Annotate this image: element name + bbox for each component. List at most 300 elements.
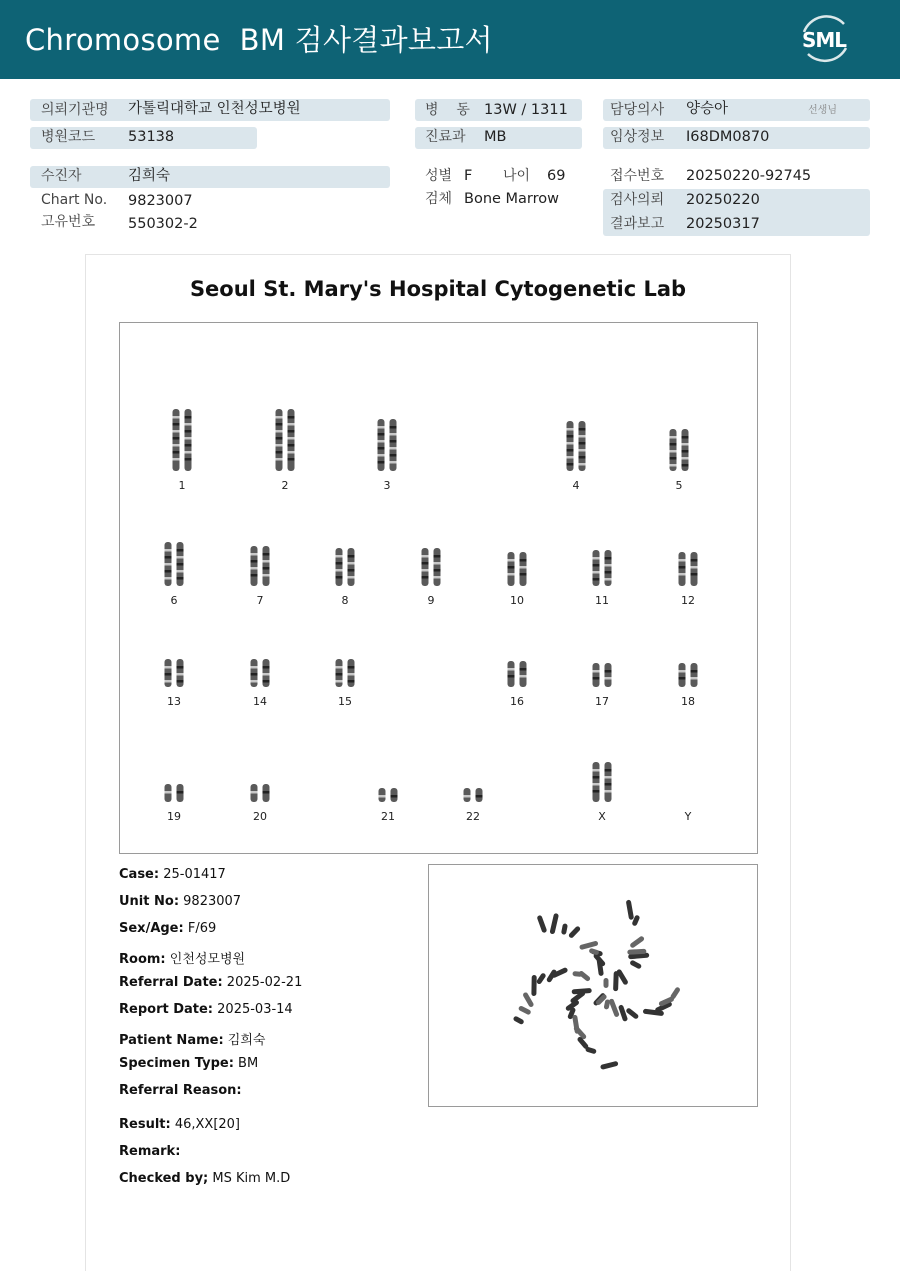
chromosome-band xyxy=(679,573,686,576)
chromosome-band xyxy=(508,559,515,562)
chromatid xyxy=(336,548,343,586)
chart-no-label: Chart No. xyxy=(41,192,108,208)
report-line xyxy=(119,1056,258,1071)
chromosome-band xyxy=(348,680,355,683)
chromosome-pair-16 xyxy=(508,661,527,687)
lab-title: Seoul St. Mary's Hospital Cytogenetic Lab xyxy=(189,277,687,301)
chromosome-band xyxy=(605,557,612,560)
chromosome-band xyxy=(434,569,441,572)
report-line-value: 9823007 xyxy=(179,894,242,909)
chromosome-label-3: 3 xyxy=(383,479,391,492)
chart-no-value: 9823007 xyxy=(128,193,193,209)
chromosome-band xyxy=(390,447,397,450)
chromosome-band xyxy=(263,666,270,669)
chromatid xyxy=(605,762,612,802)
chromosome-band xyxy=(173,416,180,419)
chromosome-band xyxy=(185,444,192,447)
chromosome-band xyxy=(691,677,698,680)
chromosome-band xyxy=(682,436,689,439)
chromosome-band xyxy=(605,677,612,680)
chromosome-band xyxy=(251,553,258,556)
chromosome-pair-21 xyxy=(379,788,398,802)
chromosome-band xyxy=(520,559,527,562)
chromosome-pair-9 xyxy=(422,548,441,586)
report-line xyxy=(119,948,245,967)
chromosome-label-4: 4 xyxy=(572,479,580,492)
chromosome-label-10: 10 xyxy=(510,594,524,607)
chromosome-band xyxy=(173,437,180,440)
chromosome-pair-x xyxy=(593,762,612,802)
report-line-key: Case: xyxy=(119,867,160,882)
sex-label: 성별 xyxy=(425,168,453,184)
chromosome-band xyxy=(173,451,180,454)
metaphase-chromosome xyxy=(572,988,592,994)
chromosome-band xyxy=(567,449,574,452)
receipt-value: 20250220-92745 xyxy=(686,168,812,184)
chromosome-band xyxy=(605,790,612,793)
chromosome-band xyxy=(682,450,689,453)
chromatid xyxy=(679,552,686,586)
report-line-key: Patient Name: xyxy=(119,1033,224,1048)
chromosome-band xyxy=(276,423,283,426)
chromosome-band xyxy=(378,440,385,443)
metaphase-chromosome xyxy=(600,1061,619,1070)
chromosome-pair-13 xyxy=(165,659,184,687)
metaphase-chromosome xyxy=(613,971,619,991)
chromosome-band xyxy=(336,555,343,558)
chromosome-band xyxy=(251,567,258,570)
chromosome-band xyxy=(520,668,527,671)
chromosome-band xyxy=(605,578,612,581)
metaphase-chromosome xyxy=(568,925,581,939)
report-line xyxy=(119,1144,180,1159)
chromosome-band xyxy=(579,449,586,452)
chromosome-band xyxy=(508,573,515,576)
doctor-suffix: 선생님 xyxy=(808,105,837,116)
chromosome-band xyxy=(288,437,295,440)
chromosome-band xyxy=(605,571,612,574)
report-line-value: 2025-02-21 xyxy=(222,975,303,990)
chromosome-pair-1 xyxy=(173,409,192,471)
metaphase-chromosome xyxy=(625,1007,639,1020)
chromosome-band xyxy=(177,570,184,573)
chromosome-band xyxy=(605,783,612,786)
chromatid xyxy=(593,663,600,687)
chromosome-label-8: 8 xyxy=(341,594,349,607)
chromosome-band xyxy=(567,442,574,445)
chromosome-pair-7 xyxy=(251,546,270,586)
chromosome-pair-20 xyxy=(251,784,270,802)
chromosome-band xyxy=(276,437,283,440)
report-page xyxy=(85,254,791,1271)
chromosome-label-12: 12 xyxy=(681,594,695,607)
chromosome-band xyxy=(336,569,343,572)
chromosome-band xyxy=(593,677,600,680)
chromosome-pair-17 xyxy=(593,663,612,687)
chromosome-band xyxy=(276,430,283,433)
chromosome-band xyxy=(391,795,398,798)
report-line xyxy=(119,894,241,909)
chromosome-label-20: 20 xyxy=(253,810,267,823)
metaphase-chromosome xyxy=(604,999,611,1010)
metaphase-chromosome xyxy=(618,1004,628,1022)
chromosome-band xyxy=(336,562,343,565)
chromosome-label-13: 13 xyxy=(167,695,181,708)
hospital-code-label: 병원코드 xyxy=(41,129,96,145)
chromatid xyxy=(593,762,600,802)
chromosome-label-15: 15 xyxy=(338,695,352,708)
chromosome-band xyxy=(593,783,600,786)
chromosome-band xyxy=(288,458,295,461)
chromosome-pair-12 xyxy=(679,552,698,586)
karyogram-image xyxy=(120,323,757,853)
logo-text: SML xyxy=(802,28,847,52)
chromosome-band xyxy=(276,451,283,454)
chromosome-band xyxy=(165,680,172,683)
metaphase-chromosome xyxy=(629,960,642,970)
chromosome-band xyxy=(682,464,689,467)
chromosome-band xyxy=(177,577,184,580)
chromosome-band xyxy=(336,666,343,669)
chromosome-band xyxy=(593,578,600,581)
metaphase-chromosome xyxy=(572,1014,580,1034)
chromosome-band xyxy=(508,675,515,678)
chromosome-band xyxy=(508,566,515,569)
chromosome-pair-6 xyxy=(165,542,184,586)
report-line-key: Sex/Age: xyxy=(119,921,184,936)
chromatid xyxy=(508,661,515,687)
report-line-value: 김희숙 xyxy=(223,1033,266,1048)
chromosome-band xyxy=(177,673,184,676)
chromosome-label-2: 2 xyxy=(281,479,289,492)
chromatid xyxy=(520,552,527,586)
chromosome-band xyxy=(434,555,441,558)
chromosome-band xyxy=(263,791,270,794)
chromosome-band xyxy=(593,769,600,772)
chromosome-label-6: 6 xyxy=(170,594,178,607)
report-line-value: 46,XX[20] xyxy=(170,1117,241,1132)
dept-value: MB xyxy=(484,129,507,145)
chromosome-pair-5 xyxy=(670,429,689,471)
report-line xyxy=(119,1002,293,1017)
chromosome-band xyxy=(173,423,180,426)
chromosome-band xyxy=(605,564,612,567)
chromatid xyxy=(434,548,441,586)
doctor-label: 담당의사 xyxy=(610,102,665,118)
chromosome-pair-19 xyxy=(165,784,184,802)
chromosome-band xyxy=(390,426,397,429)
unique-no-label: 고유번호 xyxy=(41,214,96,230)
age-label: 나이 xyxy=(503,168,531,184)
chromosome-band xyxy=(567,456,574,459)
metaphase-chromosome xyxy=(627,949,646,955)
chromosome-band xyxy=(177,791,184,794)
chromosome-band xyxy=(165,556,172,559)
chromatid xyxy=(691,663,698,687)
chromosome-band xyxy=(263,553,270,556)
chromosome-band xyxy=(288,444,295,447)
chromosome-band xyxy=(378,447,385,450)
chromosome-band xyxy=(177,680,184,683)
chromosome-pair-18 xyxy=(679,663,698,687)
chromosome-band xyxy=(276,444,283,447)
report-line xyxy=(119,975,302,990)
report-line xyxy=(119,921,216,936)
chromosome-band xyxy=(593,571,600,574)
chromosome-band xyxy=(670,436,677,439)
chromosome-band xyxy=(336,673,343,676)
chromosome-label-7: 7 xyxy=(256,594,264,607)
chromosome-band xyxy=(165,563,172,566)
chromosome-band xyxy=(177,556,184,559)
dept-label: 진료과 xyxy=(425,129,466,145)
chromatid xyxy=(520,661,527,687)
chromosome-band xyxy=(276,416,283,419)
chromosome-band xyxy=(263,680,270,683)
chromosome-band xyxy=(593,670,600,673)
chromosome-band xyxy=(422,569,429,572)
chromosome-band xyxy=(177,666,184,669)
chromosome-band xyxy=(251,666,258,669)
chromosome-band xyxy=(670,464,677,467)
chromosome-band xyxy=(263,574,270,577)
report-line xyxy=(119,867,226,882)
metaphase-chromosome xyxy=(629,935,645,948)
receipt-label: 접수번호 xyxy=(610,168,665,184)
chromosome-band xyxy=(593,790,600,793)
chromosome-band xyxy=(476,795,483,798)
chromosome-band xyxy=(682,443,689,446)
chromosome-band xyxy=(670,443,677,446)
chromosome-band xyxy=(390,433,397,436)
chromosome-band xyxy=(165,666,172,669)
chromosome-band xyxy=(379,795,386,798)
report-line-key: Referral Date: xyxy=(119,975,223,990)
metaphase-chromosome xyxy=(604,978,609,988)
chromosome-label-18: 18 xyxy=(681,695,695,708)
chromosome-band xyxy=(177,549,184,552)
chromosome-band xyxy=(579,463,586,466)
report-line xyxy=(119,1029,265,1048)
chromosome-band xyxy=(165,549,172,552)
chromosome-band xyxy=(336,680,343,683)
report-line xyxy=(119,1171,290,1186)
chromosome-band xyxy=(679,677,686,680)
clinical-label: 임상정보 xyxy=(610,129,665,145)
ward-value: 13W / 1311 xyxy=(484,102,568,118)
chromosome-band xyxy=(185,430,192,433)
chromosome-band xyxy=(579,442,586,445)
chromosome-band xyxy=(593,564,600,567)
chromosome-band xyxy=(679,670,686,673)
chromosome-label-17: 17 xyxy=(595,695,609,708)
chromosome-band xyxy=(579,435,586,438)
chromosome-band xyxy=(263,673,270,676)
chromosome-band xyxy=(378,426,385,429)
chromatid xyxy=(691,552,698,586)
chromosome-band xyxy=(390,454,397,457)
chromosome-band xyxy=(173,458,180,461)
chromosome-pair-4 xyxy=(567,421,586,471)
metaphase-chromosome xyxy=(608,998,619,1018)
clinical-value: I68DM0870 xyxy=(686,129,770,145)
chromosome-label-14: 14 xyxy=(253,695,267,708)
chromosome-label-1: 1 xyxy=(178,479,186,492)
chromosome-band xyxy=(263,567,270,570)
patient-value: 김희숙 xyxy=(128,168,171,184)
report-line-key: Result: xyxy=(119,1117,171,1132)
patient-bar xyxy=(30,166,390,188)
chromosome-band xyxy=(263,560,270,563)
chromosome-band xyxy=(336,576,343,579)
chromosome-band xyxy=(185,423,192,426)
specimen-label: 검체 xyxy=(425,191,453,207)
report-line-value: BM xyxy=(233,1056,259,1071)
report-line xyxy=(119,1117,240,1132)
report-line-key: Report Date: xyxy=(119,1002,214,1017)
chromosome-label-9: 9 xyxy=(427,594,435,607)
chromosome-pair-14 xyxy=(251,659,270,687)
chromosome-band xyxy=(251,791,258,794)
chromatid xyxy=(251,546,258,586)
chromosome-band xyxy=(520,573,527,576)
chromosome-band xyxy=(276,458,283,461)
chromosome-band xyxy=(348,569,355,572)
chromosome-band xyxy=(422,562,429,565)
chromosome-band xyxy=(251,673,258,676)
chromosome-label-19: 19 xyxy=(167,810,181,823)
chromosome-label-16: 16 xyxy=(510,695,524,708)
chromosome-band xyxy=(165,577,172,580)
report-line-key: Specimen Type: xyxy=(119,1056,234,1071)
report-line-key: Room: xyxy=(119,952,166,967)
chromatid xyxy=(263,546,270,586)
chromosome-band xyxy=(605,670,612,673)
chromosome-band xyxy=(251,680,258,683)
chromosome-band xyxy=(422,555,429,558)
chromosome-band xyxy=(605,776,612,779)
chromatid xyxy=(508,552,515,586)
chromosome-band xyxy=(579,428,586,431)
chromosome-band xyxy=(173,444,180,447)
chromosome-band xyxy=(679,566,686,569)
chromosome-band xyxy=(605,769,612,772)
chromosome-band xyxy=(691,670,698,673)
chromosome-band xyxy=(691,566,698,569)
chromosome-band xyxy=(593,557,600,560)
report-header xyxy=(0,0,900,79)
metaphase-chromosome xyxy=(561,923,568,935)
institution-label: 의뢰기관명 xyxy=(41,102,109,118)
chromosome-label-y: Y xyxy=(684,810,692,823)
report-line-key: Remark: xyxy=(119,1144,181,1159)
result-report-label: 결과보고 xyxy=(610,216,665,232)
chromosome-band xyxy=(288,430,295,433)
metaphase-chromosome xyxy=(536,972,547,985)
report-line-value: MS Kim M.D xyxy=(208,1171,291,1186)
chromosome-label-21: 21 xyxy=(381,810,395,823)
report-line xyxy=(119,1083,242,1098)
sex-value: F xyxy=(464,168,473,184)
chromosome-band xyxy=(434,562,441,565)
chromosome-band xyxy=(185,437,192,440)
report-line-value: 25-01417 xyxy=(159,867,226,882)
chromosome-band xyxy=(567,463,574,466)
chromosome-band xyxy=(165,791,172,794)
institution-value: 가톨릭대학교 인천성모병원 xyxy=(128,101,301,117)
metaphase-spread-image xyxy=(429,865,757,1106)
age-value: 69 xyxy=(547,168,566,184)
chromosome-band xyxy=(173,430,180,433)
chromosome-band xyxy=(348,576,355,579)
chromatid xyxy=(348,548,355,586)
chromosome-band xyxy=(679,559,686,562)
chromosome-pair-2 xyxy=(276,409,295,471)
chromosome-band xyxy=(251,560,258,563)
chromosome-band xyxy=(567,435,574,438)
unique-no-value: 550302-2 xyxy=(128,216,198,232)
chromosome-band xyxy=(520,566,527,569)
metaphase-chromosome xyxy=(531,975,536,996)
chromosome-band xyxy=(251,574,258,577)
chromosome-pair-3 xyxy=(378,419,397,471)
chromosome-band xyxy=(165,570,172,573)
chromosome-band xyxy=(390,440,397,443)
report-line-value: 2025-03-14 xyxy=(213,1002,293,1017)
chromosome-band xyxy=(508,668,515,671)
metaphase-chromosome xyxy=(549,913,559,935)
report-line-key: Unit No: xyxy=(119,894,180,909)
chromosome-band xyxy=(288,416,295,419)
karyogram xyxy=(119,322,758,854)
chromatid xyxy=(593,550,600,586)
chromosome-band xyxy=(520,675,527,678)
chromosome-band xyxy=(185,416,192,419)
metaphase-chromosome xyxy=(579,940,599,950)
chromosome-pair-22 xyxy=(464,788,483,802)
chromosome-band xyxy=(348,562,355,565)
chromosome-pair-11 xyxy=(593,550,612,586)
chromosome-band xyxy=(434,576,441,579)
chromosome-band xyxy=(348,673,355,676)
chromosome-label-5: 5 xyxy=(675,479,683,492)
chromosome-pair-10 xyxy=(508,552,527,586)
specimen-value: Bone Marrow xyxy=(464,191,560,207)
chromosome-band xyxy=(579,456,586,459)
chromosome-band xyxy=(288,423,295,426)
chromosome-band xyxy=(288,451,295,454)
sml-logo xyxy=(798,12,854,66)
report-line-value: 인천성모병원 xyxy=(165,952,246,967)
doctor-value: 양승아 xyxy=(686,101,729,117)
metaphase-chromosome xyxy=(626,900,634,921)
report-line-value: F/69 xyxy=(183,921,217,936)
patient-label: 수진자 xyxy=(41,168,82,184)
chromosome-label-22: 22 xyxy=(466,810,480,823)
request-label: 검사의뢰 xyxy=(610,192,665,208)
metaphase-chromosome xyxy=(513,1015,525,1025)
result-report-value: 20250317 xyxy=(686,216,760,232)
chromosome-band xyxy=(390,461,397,464)
chromosome-band xyxy=(348,666,355,669)
chromosome-band xyxy=(682,457,689,460)
metaphase-chromosome xyxy=(537,915,548,934)
request-value: 20250220 xyxy=(686,192,760,208)
chromosome-band xyxy=(593,776,600,779)
report-line-key: Referral Reason: xyxy=(119,1083,242,1098)
ward-label: 병 동 xyxy=(425,102,470,118)
metaphase-chromosome xyxy=(518,1005,532,1015)
